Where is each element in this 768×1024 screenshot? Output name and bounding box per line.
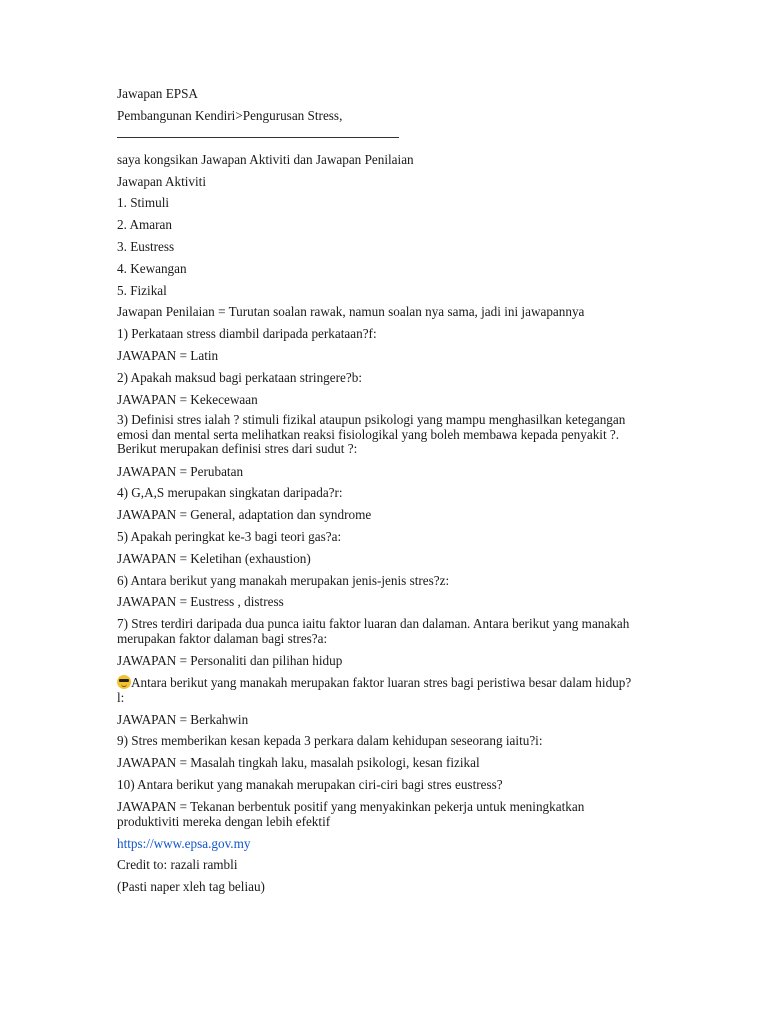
aktiviti-item: 5. Fizikal (117, 282, 167, 298)
answer-10: JAWAPAN = Tekanan berbentuk positif yang menyakinkan pekerja untuk meningkatkan produktiviti mereka dengan lebih efektif (117, 798, 588, 829)
question-10: 10) Antara berikut yang manakah merupakan ciri-ciri bagi stres eustress? (117, 777, 503, 793)
aktiviti-item: 2. Amaran (117, 217, 172, 233)
answer-3: JAWAPAN = Perubatan (117, 463, 244, 479)
sunglasses-face-icon (117, 675, 131, 689)
answer-4: JAWAPAN = General, adaptation dan syndrome (117, 507, 372, 523)
answer-8: JAWAPAN = Berkahwin (117, 711, 249, 727)
horizontal-rule (117, 137, 399, 138)
answer-9: JAWAPAN = Masalah tingkah laku, masalah psikologi, kesan fizikal (117, 755, 480, 771)
question-2: 2) Apakah maksud bagi perkataan stringere?b: (117, 369, 362, 385)
question-8-text: Antara berikut yang manakah merupakan faktor luaran stres bagi peristiwa besar dalam hidup?l: (117, 674, 632, 705)
note-text: (Pasti naper xleh tag beliau) (117, 879, 265, 895)
intro-text: saya kongsikan Jawapan Aktiviti dan Jawapan Penilaian (117, 151, 414, 167)
question-7: 7) Stres terdiri daripada dua punca iaitu faktor luaran dan dalaman. Antara berikut yang manakah merupakan faktor dalaman bagi stres?a: (117, 616, 633, 647)
doc-subtitle: Pembangunan Kendiri>Pengurusan Stress, (117, 107, 343, 123)
document-body (117, 86, 637, 901)
epsa-link[interactable]: https://www.epsa.gov.my (117, 835, 251, 851)
aktiviti-heading: Jawapan Aktiviti (117, 173, 207, 189)
question-6: 6) Antara berikut yang manakah merupakan jenis-jenis stres?z: (117, 572, 450, 588)
aktiviti-item: 3. Eustress (117, 238, 175, 254)
question-8 (117, 675, 637, 705)
question-9: 9) Stres memberikan kesan kepada 3 perkara dalam kehidupan seseorang iaitu?i: (117, 733, 543, 749)
answer-5: JAWAPAN = Keletihan (exhaustion) (117, 550, 311, 566)
credit-text: Credit to: razali rambli (117, 857, 238, 873)
question-3: 3) Definisi stres ialah ? stimuli fizikal ataupun psikologi yang mampu menghasilkan ketegangan emosi dan mental serta melihatkan reaksi fisiologikal yang boleh membawa kepada penyakit ?. Berikut merupakan definisi stres dari sudut ?: (117, 412, 629, 457)
answer-7: JAWAPAN = Personaliti dan pilihan hidup (117, 653, 343, 669)
answer-1: JAWAPAN = Latin (117, 347, 219, 363)
penilaian-heading: Jawapan Penilaian = Turutan soalan rawak, namun soalan nya sama, jadi ini jawapannya (117, 304, 585, 320)
aktiviti-item: 1. Stimuli (117, 195, 170, 211)
question-5: 5) Apakah peringkat ke-3 bagi teori gas?a: (117, 529, 342, 545)
doc-title: Jawapan EPSA (117, 86, 198, 101)
aktiviti-item: 4. Kewangan (117, 260, 187, 276)
answer-2: JAWAPAN = Kekecewaan (117, 391, 258, 407)
question-4: 4) G,A,S merupakan singkatan daripada?r: (117, 485, 343, 501)
question-1: 1) Perkataan stress diambil daripada perkataan?f: (117, 326, 377, 342)
epsa-link-line (117, 836, 637, 851)
answer-6: JAWAPAN = Eustress , distress (117, 594, 284, 610)
